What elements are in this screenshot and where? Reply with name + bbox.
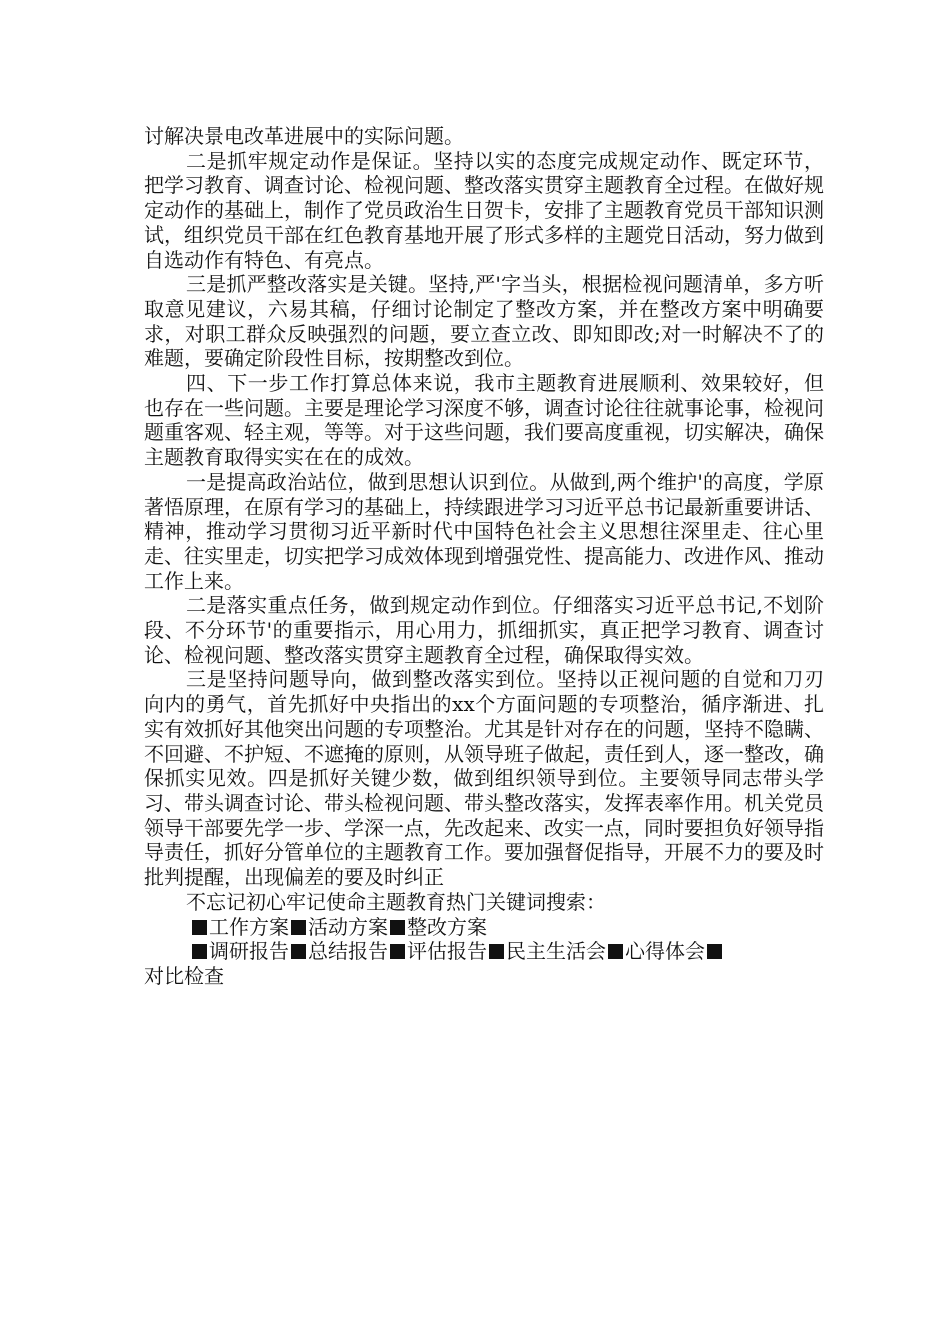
square-bullet-icon	[291, 920, 306, 935]
keyword-list-2	[144, 939, 824, 964]
document-page	[144, 124, 824, 989]
square-bullet-icon	[291, 944, 306, 959]
paragraph-4: 四、下一步工作打算总体来说，我市主题教育进展顺利、效果较好，但也存在一些问题。主要是理论学习深度不够，调查讨论往往就事论事，检视问题重客观、轻主观，等等。对于这些问题，我们要高度重视，切实解决，确保主题教育取得实实在在的成效。	[144, 371, 824, 470]
keyword-item: 总结报告	[308, 939, 388, 964]
paragraph-7: 三是坚持问题导向，做到整改落实到位。坚持以正视问题的自觉和刀刃向内的勇气，首先抓好中央指出的xx个方面问题的专项整治，循序渐进、扎实有效抓好其他突出问题的专项整治。尤其是针对存在的问题，坚持不隐瞒、不回避、不护短、不遮掩的原则，从领导班子做起，责任到人，逐一整改，确保抓实见效。四是抓好关键少数，做到组织领导到位。主要领导同志带头学习、带头调查讨论、带头检视问题、带头整改落实，发挥表率作用。机关党员领导干部要先学一步、学深一点，先改起来、改实一点，同时要担负好领导指导责任，抓好分管单位的主题教育工作。要加强督促指导，开展不力的要及时批判提醒，出现偏差的要及时纠正	[144, 667, 824, 890]
square-bullet-icon	[707, 944, 722, 959]
paragraph-5: 一是提高政治站位，做到思想认识到位。从做到,两个维护'的高度，学原著悟原理，在原有学习的基础上，持续跟进学习习近平总书记最新重要讲话、精神，推动学习贯彻习近平新时代中国特色社会主义思想往深里走、往心里走、往实里走，切实把学习成效体现到增强党性、提高能力、改进作风、推动工作上来。	[144, 469, 824, 593]
square-bullet-icon	[390, 920, 405, 935]
square-bullet-icon	[192, 944, 207, 959]
keyword-list-3	[144, 964, 824, 989]
square-bullet-icon	[192, 920, 207, 935]
square-bullet-icon	[489, 944, 504, 959]
keyword-list-1	[144, 915, 824, 940]
keyword-item: 心得体会	[625, 939, 705, 964]
keyword-item: 整改方案	[407, 914, 487, 939]
keyword-item: 民主生活会	[506, 939, 606, 964]
square-bullet-icon	[390, 944, 405, 959]
keyword-item: 活动方案	[308, 914, 388, 939]
paragraph-1: 讨解决景电改革进展中的实际问题。	[144, 124, 464, 148]
square-bullet-icon	[608, 944, 623, 959]
keyword-heading: 不忘记初心牢记使命主题教育热门关键词搜索：	[186, 889, 606, 914]
keyword-item: 评估报告	[407, 939, 487, 964]
paragraph-3: 三是抓严整改落实是关键。坚持,严'字当头，根据检视问题清单，多方听取意见建议，六易其稿，仔细讨论制定了整改方案，并在整改方案中明确要求，对职工群众反映强烈的问题，要立查立改、即知即改;对一时解决不了的难题，要确定阶段性目标，按期整改到位。	[144, 272, 824, 371]
paragraph-2: 二是抓牢规定动作是保证。坚持以实的态度完成规定动作、既定环节，把学习教育、调查讨论、检视问题、整改落实贯穿主题教育全过程。在做好规定动作的基础上，制作了党员政治生日贺卡，安排了主题教育党员干部知识测试，组织党员干部在红色教育基地开展了形式多样的主题党日活动，努力做到自选动作有特色、有亮点。	[144, 148, 824, 272]
keyword-item: 对比检查	[144, 963, 224, 988]
keyword-item: 调研报告	[209, 939, 289, 964]
paragraph-6: 二是落实重点任务，做到规定动作到位。仔细落实习近平总书记,不划阶段、不分环节'的重要指示，用心用力，抓细抓实，真正把学习教育、调查讨论、检视问题、整改落实贯穿主题教育全过程，确保取得实效。	[144, 593, 824, 667]
keyword-item: 工作方案	[209, 914, 289, 939]
